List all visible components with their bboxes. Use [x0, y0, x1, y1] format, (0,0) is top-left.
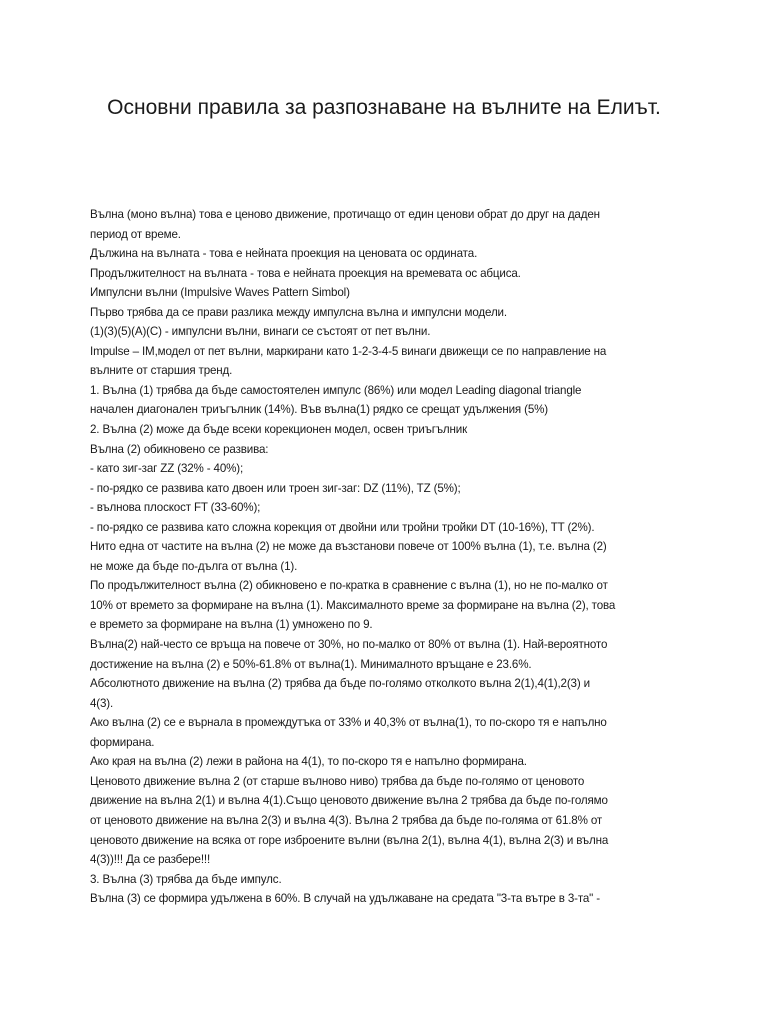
text-line: Нито една от частите на вълна (2) не може да възстанови повече от 100% вълна (1), т.е. вълна (2): [90, 540, 607, 554]
text-line: ценовото движение на всяка от горе изброените вълни (вълна 2(1), вълна 4(1), вълна 2(3) и вълна: [90, 833, 609, 847]
text-line: Вълна (моно вълна) това е ценово движение, протичащо от един ценови обрат до друг на даден: [90, 208, 600, 221]
text-line: не може да бъде по-дълга от вълна (1).: [90, 559, 298, 573]
text-line: (1)(3)(5)(A)(C) - импулсни вълни, винаги се състоят от пет вълни.: [90, 325, 431, 339]
text-line: от ценовото движение на вълна 2(3) и вълна 4(3). Вълна 2 трябва да бъде по-голяма от 61.8% от: [90, 813, 603, 827]
text-line: - по-рядко се развива като двоен или троен зиг-заг: DZ (11%), TZ (5%);: [90, 481, 461, 495]
text-line: движение на вълна 2(1) и вълна 4(1).Също ценовото движение вълна 2 трябва да бъде по-голямо: [90, 794, 608, 808]
text-line: Първо трябва да се прави разлика между импулсна вълна и импулсни модели.: [90, 305, 507, 319]
text-line: 3. Вълна (3) трябва да бъде импулс.: [90, 872, 282, 886]
text-line: 1. Вълна (1) трябва да бъде самостоятелен импулс (86%) или модел Leading diagonal triangle: [90, 383, 582, 397]
text-line: Абсолютното движение на вълна (2) трябва да бъде по-голямо отколкото вълна 2(1),4(1),2(3) и: [90, 677, 590, 691]
text-line: - по-рядко се развива като сложна корекция от двойни или тройни тройки DT (10-16%), TT (2%).: [90, 520, 595, 534]
text-line: Ценовото движение вълна 2 (от старше вълново ниво) трябва да бъде по-голямо от ценовото: [90, 774, 585, 788]
text-line: 4(3).: [90, 696, 114, 710]
text-line: Дължина на вълната - това е нейната проекция на ценовата ос ординатa.: [90, 247, 478, 261]
text-line: - вълнова плоскост FT (33-60%);: [90, 501, 261, 515]
text-line: 10% от времето за формиране на вълна (1). Максималното време за формиране на вълна (2), това: [90, 598, 616, 612]
text-line: Вълна (3) се формира удължена в 60%. В случай на удължаване на средата "3-та вътре в 3-та" -: [90, 892, 600, 906]
text-line: период от време.: [90, 227, 181, 241]
text-line: вълните от старшия тренд.: [90, 364, 233, 378]
text-line: - като зиг-заг ZZ (32% - 40%);: [90, 462, 244, 476]
text-line: формирана.: [90, 735, 155, 749]
document-title: Основни правила за разпознаване на вълните на Елиът.: [107, 96, 661, 119]
text-line: Импулсни вълни (Impulsive Waves Pattern Simbol): [90, 286, 350, 300]
text-line: Продължителност на вълната - това е нейната проекция на времевата ос абциса.: [90, 266, 521, 280]
text-line: 4(3))!!! Да се разбере!!!: [90, 853, 211, 867]
text-line: По продължителност вълна (2) обикновено е по-кратка в сравнение с вълна (1), но не по-малко от: [90, 579, 608, 593]
text-line: Вълна (2) обикновено се развива:: [90, 442, 269, 456]
text-line: достижение на вълна (2) е 50%-61.8% от вълна(1). Минималното връщане е 23.6%.: [90, 657, 532, 671]
text-line: Ако вълна (2) се е върнала в промеждутъка от 33% и 40,3% от вълна(1), то по-скоро тя е напълно: [90, 716, 607, 730]
text-line: Вълна(2) най-често се връща на повече от 30%, но по-малко от 80% от вълна (1). Най-вероятното: [90, 638, 608, 652]
text-line: 2. Вълна (2) може да бъде всеки корекционен модел, освен триъгълник: [90, 423, 468, 437]
text-line: е времето за формиране на вълна (1) умножено по 9.: [90, 618, 373, 632]
document-body: [90, 205, 680, 909]
text-line: Impulse – IM,модел от пет вълни, маркирани като 1-2-3-4-5 винаги движещи се по направление на: [90, 344, 607, 358]
text-line: Ако края на вълна (2) лежи в района на 4(1), то по-скоро тя е напълно формирана.: [90, 755, 527, 769]
text-line: начален диагонален триъгълник (14%). Във вълна(1) рядко се срещат удължения (5%): [90, 403, 549, 417]
